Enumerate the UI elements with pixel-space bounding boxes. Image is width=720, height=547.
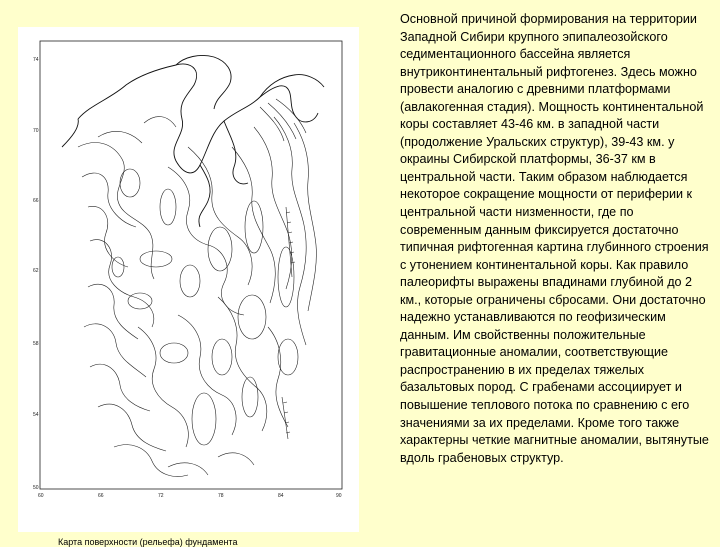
lat-label: 58 [33,341,39,347]
lat-label: 66 [33,198,39,204]
lat-label: 74 [33,57,39,63]
lat-label: 62 [33,268,39,274]
lon-label: 84 [278,493,284,499]
lat-label: 54 [33,412,39,418]
lon-label: 78 [218,493,224,499]
latitude-axis [33,57,39,491]
coastline [62,55,324,227]
contour-lines [78,99,316,476]
map-caption: Карта поверхности (рельефа) фундамента [58,537,238,547]
lat-label: 70 [33,128,39,134]
lon-label: 72 [158,493,164,499]
basement-relief-map [18,27,359,547]
lon-label: 60 [38,493,44,499]
article-text: Основной причиной формирования на территории Западной Сибири крупного эпипалеозойского седиментационного бассейна является внутриконтинентальный рифтогенез. Здесь можно провести аналогию с древними платформами (авлакогенная стадия). Мощность континентальной коры составляет 43-46 км. в западной части (продолжение Уральских структур), 39-43 км. у окраины Сибирской платформы, 36-37 км в центральной части. Таким образом наблюдается некоторое сокращение мощности от периферии к центральной части низменности, где по современным данным фиксируется достаточно типичная рифтогенная картина глубинного строения с утонением континентальной коры. Как правило палеорифты выражены впадинами глубиной до 2 км., которые ограничены сбросами. Они достаточно надежно устанавливаются по геофизическим данным. Им свойственны положительные гравитационные аномалии, соответствующие распространению в их пределах тяжелых базальтовых пород. С грабенами ассоциирует и повышение теплового потока по сравнению с его значениями за их пределами. Кроме того также характерны четкие магнитные аномалии, вытянутые вдоль грабеновых структур. [400,12,709,465]
lon-label: 66 [98,493,104,499]
fault-lines [282,207,295,439]
lat-label: 50 [33,485,39,491]
lon-label: 90 [336,493,342,499]
longitude-axis [38,493,342,499]
contour-map-graphic [18,27,359,532]
